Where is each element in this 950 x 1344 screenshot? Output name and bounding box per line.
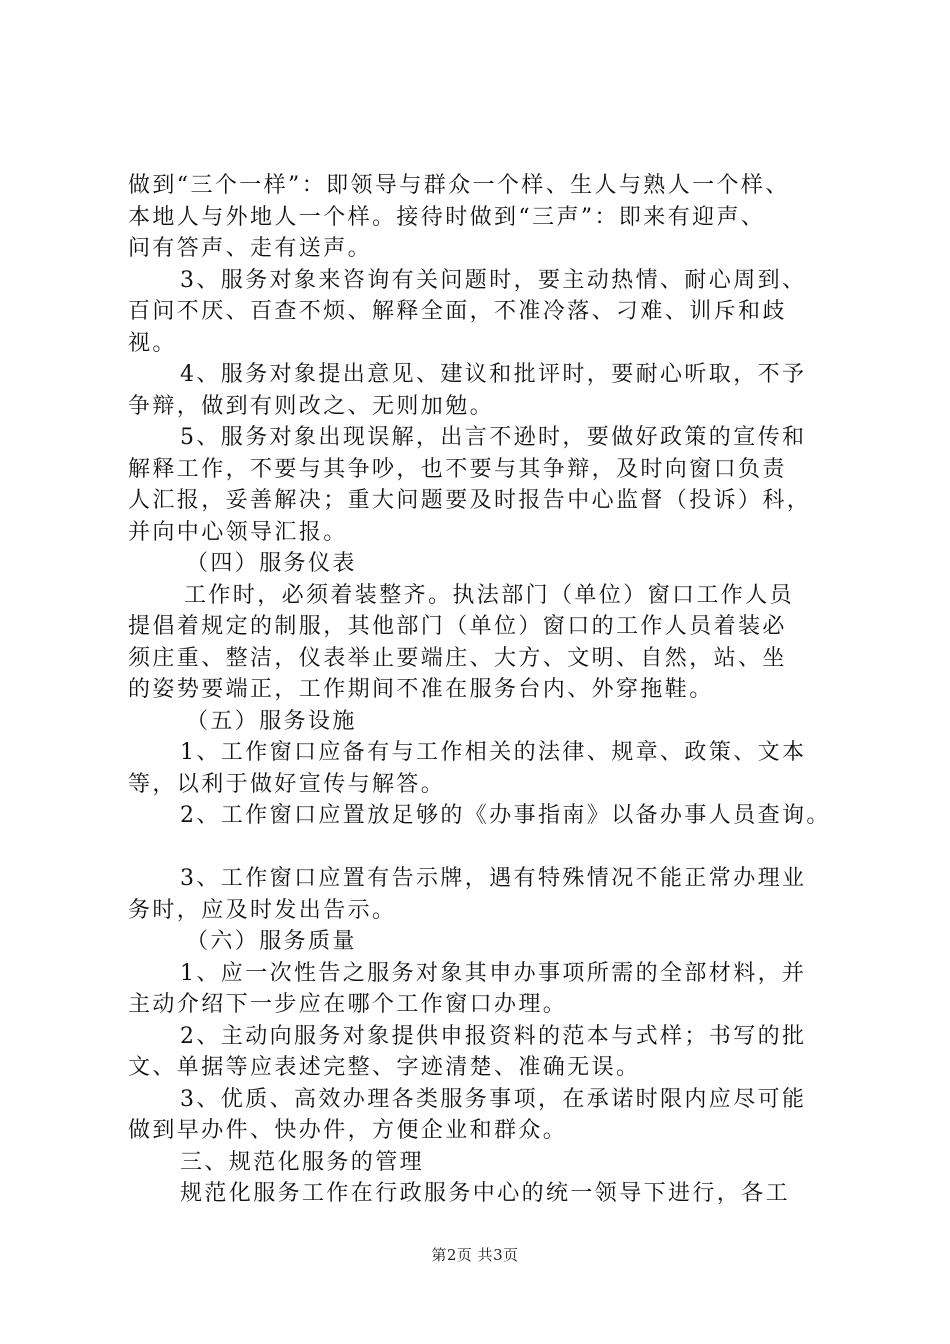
text-line: 问有答声、走有送声。 [128, 236, 373, 261]
paragraph-quality-1-start: 1、应一次性告之服务对象其申办事项所需的全部材料，并 [180, 960, 807, 986]
page-footer: 第2页 共3页 [431, 1246, 519, 1264]
text-line: 本地人与外地人一个样。接待时做到“三声”：即来有迎声、 [128, 204, 766, 230]
paragraph-quality-3-start: 3、优质、高效办理各类服务事项，在承诺时限内应尽可能 [180, 1086, 807, 1112]
text-line: 并向中心领导汇报。 [128, 519, 348, 545]
text-line: 的姿势要端正，工作期间不准在服务台内、外穿拖鞋。 [128, 677, 714, 702]
text-line: 提倡着规定的制服，其他部门（单位）窗口的工作人员着装必 [128, 614, 787, 639]
text-line: 人汇报，妥善解决；重大问题要及时报告中心监督（投诉）科， [128, 488, 812, 513]
text-line: 等，以利于做好宣传与解答。 [128, 771, 446, 797]
section-heading-quality: （六）服务质量 [186, 929, 357, 954]
document-body [128, 170, 831, 1210]
blank-line [128, 832, 828, 864]
section-heading-management: 三、规范化服务的管理 [180, 1149, 425, 1175]
paragraph-management-start: 规范化服务工作在行政服务中心的统一领导下进行，各工 [180, 1181, 791, 1206]
paragraph-quality-2-start: 2、主动向服务对象提供申报资料的范本与式样；书写的批 [180, 1023, 807, 1049]
text-line: 争辩，做到有则改之、无则加勉。 [128, 393, 495, 419]
text-line: 做到“三个一样”：即领导与群众一个样、生人与熟人一个样、 [128, 173, 790, 198]
text-line: 百问不厌、百查不烦、解释全面，不准冷落、刁难、训斥和歧 [128, 299, 787, 324]
text-line: 须庄重、整洁，仪表举止要端庄、大方、文明、自然，站、坐 [128, 645, 787, 671]
paragraph-5-start: 5、服务对象出现误解，出言不逊时，要做好政策的宣传和 [180, 425, 807, 450]
section-heading-facilities: （五）服务设施 [186, 708, 357, 734]
text-line: 做到早办件、快办件，方便企业和群众。 [128, 1118, 568, 1143]
text-line: 主动介绍下一步应在哪个工作窗口办理。 [128, 992, 568, 1017]
paragraph-facility-2: 2、工作窗口应置放足够的《办事指南》以备办事人员查询。 [180, 803, 831, 828]
paragraph-facility-3-start: 3、工作窗口应置有告示牌，遇有特殊情况不能正常办理业 [180, 866, 807, 891]
text-line: 务时，应及时发出告示。 [128, 897, 397, 923]
paragraph-4-start: 4、服务对象提出意见、建议和批评时，要耐心听取，不予 [180, 362, 807, 387]
paragraph-3-start: 3、服务对象来咨询有关问题时，要主动热情、耐心周到、 [180, 267, 807, 293]
paragraph-appearance-start: 工作时，必须着装整齐。执法部门（单位）窗口工作人员 [184, 582, 795, 608]
text-line: 解释工作，不要与其争吵，也不要与其争辩，及时向窗口负责 [128, 456, 787, 482]
text-line: 视。 [128, 330, 177, 356]
paragraph-facility-1-start: 1、工作窗口应备有与工作相关的法律、规章、政策、文本 [180, 740, 807, 765]
section-heading-appearance: （四）服务仪表 [186, 551, 357, 576]
text-line: 文、单据等应表述完整、字迹清楚、准确无误。 [128, 1055, 641, 1080]
